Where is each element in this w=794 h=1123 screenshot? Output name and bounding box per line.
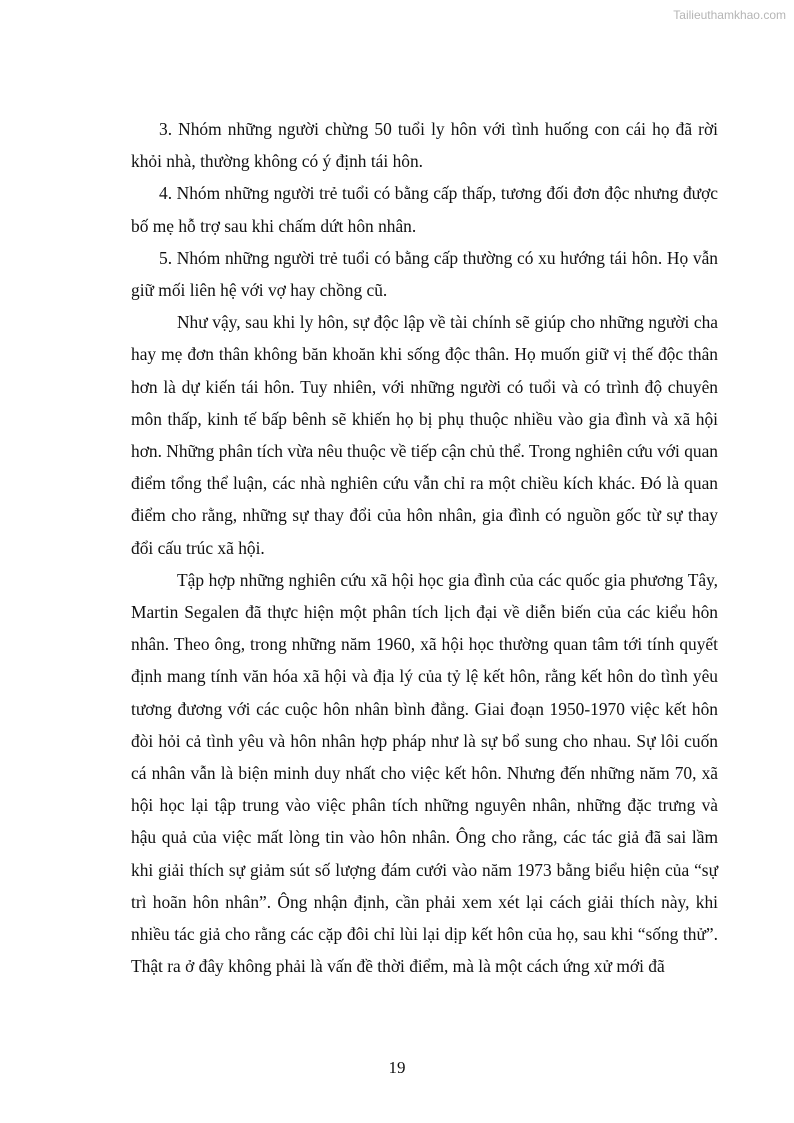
list-item-3: 3. Nhóm những người chừng 50 tuổi ly hôn với tình huống con cái họ đã rời khỏi nhà, thường không có ý định tái hôn.	[131, 119, 718, 172]
paragraph-segalen-analysis: Tập hợp những nghiên cứu xã hội học gia đình của các quốc gia phương Tây, Martin Segalen đã thực hiện một phân tích lịch đại về diễn biến của các kiểu hôn nhân. Theo ông, trong những năm 1960, xã hội học thường quan tâm tới tính quyết định mang tính văn hóa xã hội và địa lý của tỷ lệ kết hôn, rằng kết hôn do tình yêu tương đương với các cuộc hôn nhân bình đẳng. Giai đoạn 1950-1970 việc kết hôn đòi hỏi cả tình yêu và hôn nhân hợp pháp như là sự bổ sung cho nhau. Sự lôi cuốn cá nhân vẫn là biện minh duy nhất cho việc kết hôn. Nhưng đến những năm 70, xã hội học lại tập trung vào việc phân tích những nguyên nhân, những đặc trưng và hậu quả của việc mất lòng tin vào hôn nhân. Ông cho rằng, các tác giả đã sai lầm khi giải thích sự giảm sút số lượng đám cưới vào năm 1973 bằng biểu hiện của “sự trì hoãn hôn nhân”. Ông nhận định, cần phải xem xét lại cách giải thích này, khi nhiều tác giả cho rằng các cặp đôi chỉ lùi lại dịp kết hôn của họ, sau khi “sống thử”. Thật ra ở đây không phải là vấn đề thời điểm, mà là một cách ứng xử mới đã	[131, 569, 718, 977]
watermark: Tailieuthamkhao.com	[673, 8, 786, 22]
page-body	[131, 113, 718, 982]
page-number: 19	[388, 1058, 406, 1077]
list-item-5: 5. Nhóm những người trẻ tuổi có bằng cấp thường có xu hướng tái hôn. Họ vẫn giữ mối liên hệ với vợ hay chồng cũ.	[131, 247, 718, 301]
paragraph-divorce-independence: Như vậy, sau khi ly hôn, sự độc lập về tài chính sẽ giúp cho những người cha hay mẹ đơn thân không băn khoăn khi sống độc thân. Họ muốn giữ vị thế độc thân hơn là dự kiến tái hôn. Tuy nhiên, với những người có tuổi và có trình độ chuyên môn thấp, kinh tế bấp bênh sẽ khiến họ bị phụ thuộc nhiều vào gia đình và xã hội hơn. Những phân tích vừa nêu thuộc về tiếp cận chủ thể. Trong nghiên cứu với quan điểm tổng thể luận, các nhà nghiên cứu vẫn chỉ ra một chiều kích khác. Đó là quan điểm cho rằng, những sự thay đổi của hôn nhân, gia đình có nguồn gốc từ sự thay đổi cấu trúc xã hội.	[131, 312, 718, 558]
list-item-4: 4. Nhóm những người trẻ tuổi có bằng cấp thấp, tương đối đơn độc nhưng được bố mẹ hỗ trợ sau khi chấm dứt hôn nhân.	[131, 183, 718, 236]
